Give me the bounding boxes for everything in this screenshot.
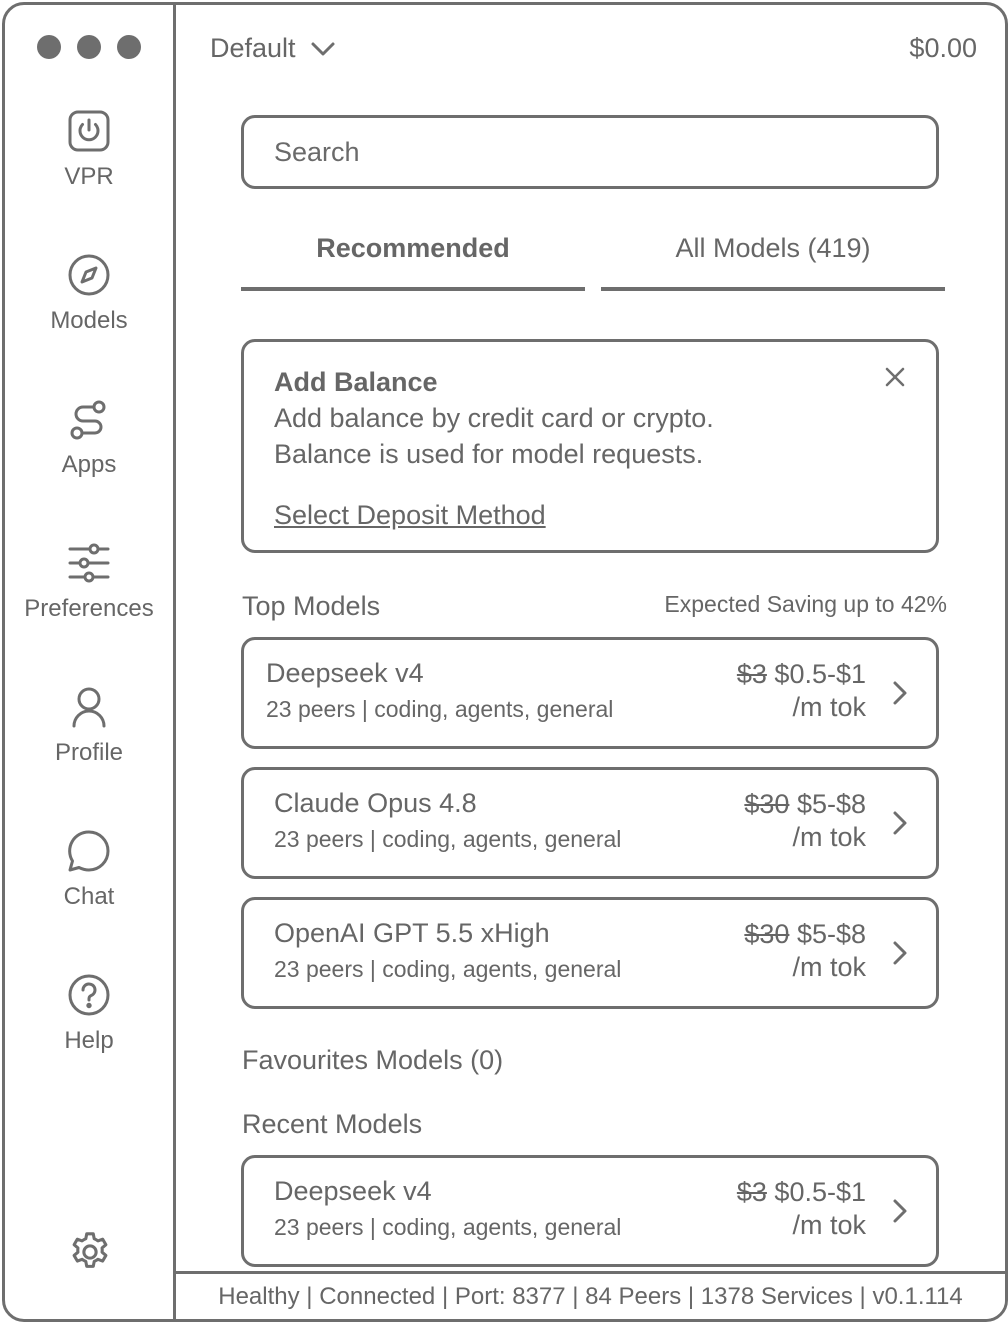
model-new-price: $0.5-$1 [774, 659, 866, 689]
tab-label: All Models (419) [675, 233, 871, 263]
model-price [744, 788, 866, 854]
model-old-price: $30 [744, 919, 790, 949]
sidebar-item-models[interactable] [5, 253, 173, 335]
model-price [737, 658, 866, 724]
model-old-price: $3 [736, 1177, 767, 1207]
profile-selector-label: Default [210, 33, 296, 63]
model-price [744, 918, 866, 984]
model-price-unit: /m tok [792, 822, 866, 852]
model-meta: 23 peers | coding, agents, general [274, 826, 622, 852]
model-price-unit: /m tok [792, 692, 866, 722]
close-icon[interactable] [884, 366, 906, 388]
sidebar-item-label: Profile [54, 739, 124, 766]
sidebar-item-preferences[interactable] [5, 541, 173, 623]
favourites-models-heading: Favourites Models (0) [242, 1045, 504, 1075]
sidebar-item-label: Help [64, 1027, 114, 1054]
app-window [2, 2, 1008, 1322]
tab-all-models[interactable] [601, 233, 945, 291]
sidebar-item-chat[interactable] [5, 829, 173, 911]
power-icon [67, 109, 111, 153]
add-balance-title: Add Balance [274, 367, 438, 397]
tab-label: Recommended [316, 233, 510, 263]
window-minimize-button[interactable] [77, 35, 101, 59]
recent-models-heading: Recent Models [242, 1109, 423, 1139]
chevron-right-icon [892, 1198, 908, 1224]
add-balance-text-line-1: Add balance by credit card or crypto. [274, 403, 714, 433]
sidebar-item-label: VPR [64, 163, 114, 190]
sidebar [5, 5, 176, 1319]
sidebar-item-label: Models [50, 307, 128, 334]
compass-icon [67, 253, 111, 297]
search-input[interactable] [241, 115, 939, 189]
model-meta: 23 peers | coding, agents, general [274, 1214, 622, 1240]
model-old-price: $30 [744, 789, 790, 819]
status-bar: Healthy | Connected | Port: 8377 | 84 Peers | 1378 Services | v0.1.114 [176, 1271, 1005, 1319]
sidebar-item-label: Preferences [24, 595, 154, 622]
help-icon [67, 973, 111, 1017]
window-maximize-button[interactable] [117, 35, 141, 59]
model-price [737, 1176, 866, 1242]
sidebar-item-apps[interactable] [5, 397, 173, 479]
profile-selector[interactable] [210, 33, 336, 64]
model-price-unit: /m tok [792, 952, 866, 982]
model-new-price: $5-$8 [796, 919, 866, 949]
add-balance-text-line-2: Balance is used for model requests. [274, 439, 704, 469]
model-new-price: $0.5-$1 [774, 1177, 866, 1207]
model-name: Deepseek v4 [274, 1176, 432, 1206]
model-name: Claude Opus 4.8 [274, 788, 477, 818]
tab-recommended[interactable] [241, 233, 585, 291]
main-content [176, 5, 1005, 1319]
chevron-right-icon [892, 680, 908, 706]
sidebar-item-label: Apps [61, 451, 117, 478]
route-icon [67, 397, 111, 441]
top-models-heading: Top Models [242, 591, 381, 621]
sidebar-item-vpr[interactable] [5, 109, 173, 191]
chat-bubble-icon [67, 829, 111, 873]
sidebar-item-profile[interactable] [5, 685, 173, 767]
add-balance-card [241, 339, 939, 553]
model-meta: 23 peers | coding, agents, general [266, 696, 614, 722]
gear-icon[interactable] [67, 1229, 113, 1275]
model-old-price: $3 [736, 659, 767, 689]
model-new-price: $5-$8 [796, 789, 866, 819]
model-card-deepseek-v4[interactable] [241, 637, 939, 749]
model-card-openai-gpt[interactable] [241, 897, 939, 1009]
sidebar-item-help[interactable] [5, 973, 173, 1055]
model-price-unit: /m tok [792, 1210, 866, 1240]
model-card-claude-opus[interactable] [241, 767, 939, 879]
chevron-down-icon [310, 41, 336, 57]
account-balance: $0.00 [909, 33, 977, 63]
model-name: Deepseek v4 [266, 658, 424, 688]
chevron-right-icon [892, 810, 908, 836]
sliders-icon [67, 541, 111, 585]
chevron-right-icon [892, 940, 908, 966]
select-deposit-method-link[interactable]: Select Deposit Method [274, 500, 546, 530]
window-close-button[interactable] [37, 35, 61, 59]
model-meta: 23 peers | coding, agents, general [274, 956, 622, 982]
user-icon [67, 685, 111, 729]
expected-saving-text: Expected Saving up to 42% [664, 591, 947, 617]
recent-model-card-deepseek-v4[interactable] [241, 1155, 939, 1267]
model-name: OpenAI GPT 5.5 xHigh [274, 918, 550, 948]
sidebar-item-label: Chat [63, 883, 115, 910]
